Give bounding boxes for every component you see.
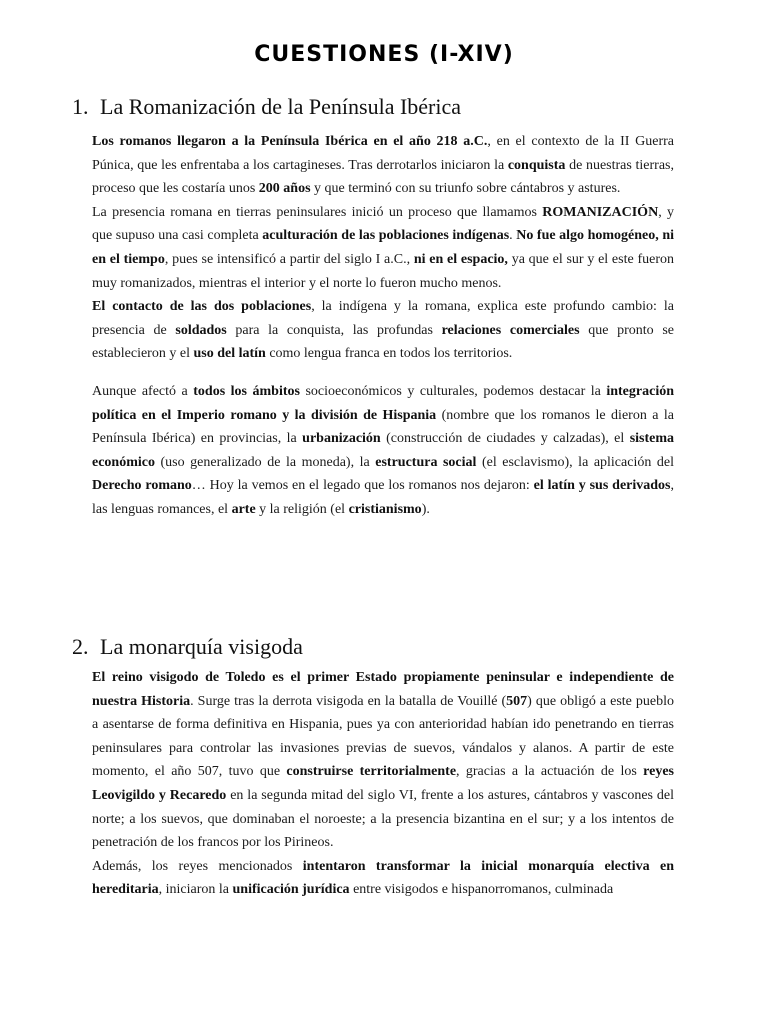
section-1-number: 1. <box>72 94 89 119</box>
bold-text: 507 <box>506 693 528 709</box>
bold-text: ROMANIZACIÓN <box>542 204 659 220</box>
bold-text: uso del latín <box>193 346 266 362</box>
bold-text: Los romanos llegaron a la Península Ibérica en el año 218 a.C. <box>92 134 488 149</box>
section-2-title: La monarquía visigoda <box>100 634 303 659</box>
text-run: La presencia romana en tierras peninsulares inició un proceso que llamamos <box>92 204 543 220</box>
document-title: CUESTIONES (I-XIV) <box>254 42 514 67</box>
bold-text: el latín y sus derivados <box>533 478 671 494</box>
bold-text: estructura social <box>375 454 477 470</box>
text-run: , las lenguas romances, el <box>92 478 674 517</box>
text-run: ya que el sur y el este fueron muy romanizados, mientras el interior y el norte lo fueron mucho menos. <box>92 251 674 291</box>
bold-text: El contacto de las dos poblaciones <box>92 299 312 315</box>
section-2-heading <box>72 634 303 660</box>
paragraph <box>92 380 674 522</box>
text-run: entre visigodos e hispanorromanos, culminada <box>349 882 614 898</box>
text-run: y que terminó con su triunfo sobre cántabros y astures. <box>310 181 621 197</box>
text-run: , y que supuso una casi completa <box>92 204 675 244</box>
section-1-body <box>92 130 674 522</box>
text-run: … Hoy la vemos en el legado que los romanos nos dejaron: <box>191 478 534 494</box>
text-run: . Surge tras la derrota visigoda en la batalla de Vouillé ( <box>190 693 507 709</box>
paragraph <box>92 130 674 201</box>
text-run: (nombre que los romanos le dieron a la Península Ibérica) en provincias, la <box>92 407 674 447</box>
text-run: y la religión (el <box>255 501 349 517</box>
bold-text: 200 años <box>258 181 311 197</box>
text-run: . <box>509 228 517 244</box>
bold-text: No fue algo homogéneo, ni en el tiempo <box>92 228 675 267</box>
text-run: ) que obligó a este pueblo a asentarse de forma definitiva en Hispania, pues ya con anterioridad habían ido penetrando en tierras peninsulares para controlar las invasiones previas de suevos, vándalos y alanos. A partir de este momento, el año 507, tuvo que <box>92 693 675 780</box>
bold-text: construirse territorialmente <box>286 764 457 780</box>
text-run: en la segunda mitad del siglo VI, frente a los astures, cántabros y vascones del norte; a los suevos, que dominaban el noroeste; a la presencia bizantina en el sur; y a los intentos de penetración de los francos por los Pirineos. <box>92 787 674 851</box>
bold-text: arte <box>231 501 256 517</box>
text-run: Además, los reyes mencionados <box>92 858 303 874</box>
section-2-number: 2. <box>72 634 89 659</box>
text-run: de nuestras tierras, proceso que les costaría unos <box>92 157 674 197</box>
text-run: que pronto se establecieron y el <box>92 322 674 362</box>
text-run: (uso generalizado de la moneda), la <box>154 454 376 470</box>
bold-text: soldados <box>175 322 227 338</box>
text-run: (construcción de ciudades y calzadas), el <box>380 431 630 447</box>
bold-text: todos los ámbitos <box>193 383 300 399</box>
bold-text: reyes Leovigildo y Recaredo <box>92 764 674 803</box>
bold-text: cristianismo <box>348 501 422 517</box>
paragraph-spacer <box>92 366 674 380</box>
bold-text: ni en el espacio, <box>413 251 508 267</box>
text-run: como lengua franca en todos los territorios. <box>265 346 513 362</box>
paragraph <box>92 201 674 295</box>
paragraph <box>92 295 674 366</box>
text-run: , en el contexto de la II Guerra Púnica, que les enfrentaba a los cartagineses. Tras derrotarlos iniciaron la <box>92 134 675 173</box>
text-run: (el esclavismo), la aplicación del <box>476 454 674 470</box>
bold-text: urbanización <box>302 431 381 447</box>
text-run: ). <box>421 501 430 517</box>
paragraph <box>92 855 674 902</box>
bold-text: conquista <box>507 157 566 173</box>
text-run: , pues se intensificó a partir del siglo I a.C., <box>164 251 414 267</box>
bold-text: El reino visigodo de Toledo es el primer Estado propiamente peninsular e independiente de nuestra Historia <box>92 670 674 709</box>
bold-text: aculturación de las poblaciones indígenas <box>262 228 510 244</box>
text-run: para la conquista, las profundas <box>226 322 442 338</box>
bold-text: relaciones comerciales <box>441 322 580 338</box>
text-run: , la indígena y la romana, explica este profundo cambio: la presencia de <box>92 299 674 338</box>
paragraph <box>92 666 674 855</box>
section-1-heading <box>72 94 461 120</box>
section-1-title: La Romanización de la Península Ibérica <box>100 94 462 119</box>
bold-text: intentaron transformar la inicial monarquía electiva en hereditaria <box>92 858 674 898</box>
text-run: Aunque afectó a <box>92 383 194 399</box>
bold-text: integración política en el Imperio romano y la división de Hispania <box>92 383 674 423</box>
text-run: socioeconómicos y culturales, podemos destacar la <box>299 383 607 399</box>
bold-text: Derecho romano <box>92 478 192 494</box>
bold-text: sistema económico <box>92 431 675 470</box>
section-2-body <box>92 666 674 902</box>
text-run: , gracias a la actuación de los <box>456 764 644 780</box>
bold-text: unificación jurídica <box>232 882 350 898</box>
text-run: , iniciaron la <box>158 882 233 898</box>
